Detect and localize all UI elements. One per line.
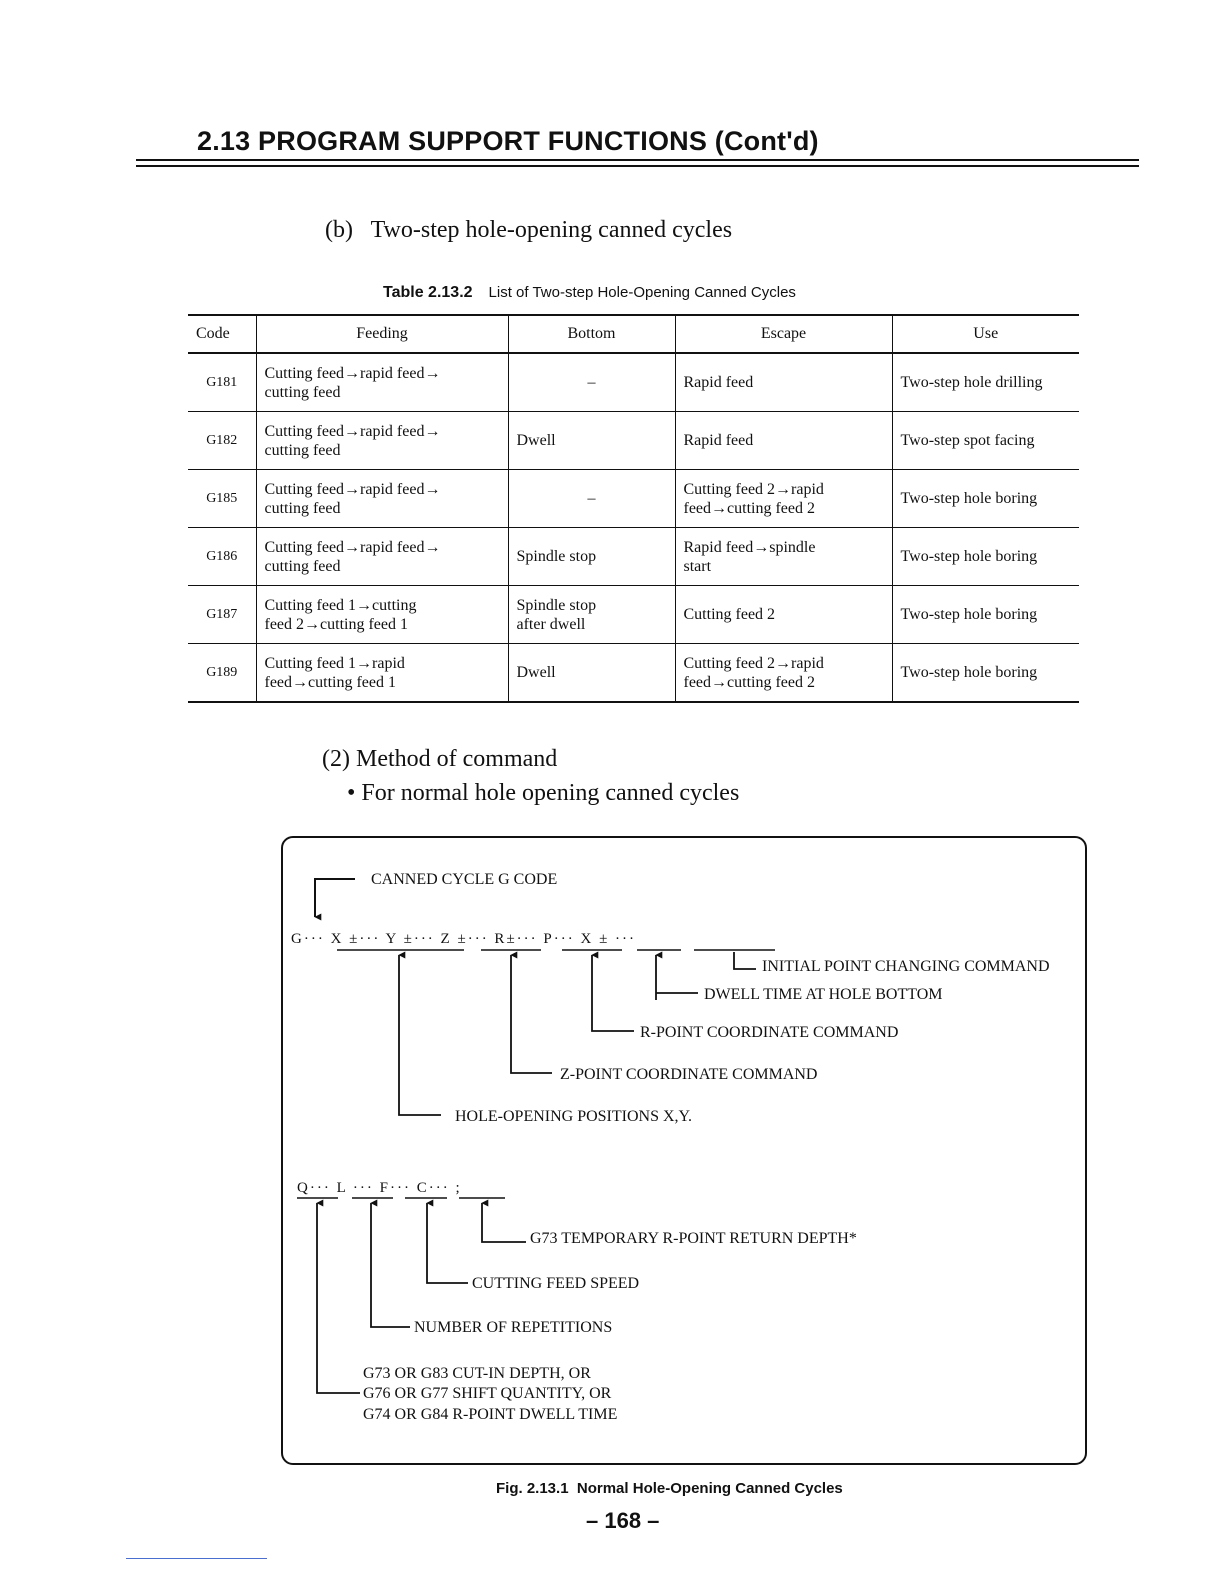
cell-use: Two-step hole boring bbox=[892, 586, 1079, 644]
cell-code: G185 bbox=[188, 470, 256, 528]
subsection-label: (b) bbox=[325, 217, 353, 243]
cell-use: Two-step hole boring bbox=[892, 470, 1079, 528]
leader-initial-point bbox=[734, 952, 756, 969]
column-header-use: Use bbox=[892, 315, 1079, 353]
figure-caption bbox=[496, 1480, 843, 1497]
annotation-dwell-time: DWELL TIME AT HOLE BOTTOM bbox=[704, 986, 943, 1003]
annotation-repetitions: NUMBER OF REPETITIONS bbox=[414, 1319, 613, 1336]
cell-bottom: – bbox=[508, 470, 675, 528]
column-header-escape: Escape bbox=[675, 315, 892, 353]
cell-code: G187 bbox=[188, 586, 256, 644]
cell-feeding: Cutting feed→rapid feed→ cutting feed bbox=[256, 470, 508, 528]
cell-escape: Rapid feed→spindle start bbox=[675, 528, 892, 586]
command-format-line-2: Q··· L ··· F··· C··· ; bbox=[297, 1180, 462, 1196]
leader-repetitions bbox=[371, 1203, 410, 1327]
cell-feeding: Cutting feed→rapid feed→ cutting feed bbox=[256, 412, 508, 470]
cell-escape: Cutting feed 2 bbox=[675, 586, 892, 644]
cell-code: G182 bbox=[188, 412, 256, 470]
cell-bottom: – bbox=[508, 353, 675, 412]
g-code-label: CANNED CYCLE G CODE bbox=[371, 871, 558, 888]
cell-use: Two-step hole boring bbox=[892, 528, 1079, 586]
table-caption-title: List of Two-step Hole-Opening Canned Cycles bbox=[488, 284, 796, 301]
cell-use: Two-step hole drilling bbox=[892, 353, 1079, 412]
cell-bottom: Dwell bbox=[508, 412, 675, 470]
leader-positions bbox=[399, 955, 441, 1115]
leader-cut-in-depth bbox=[317, 1203, 360, 1393]
annotation-shift-quantity: G76 OR G77 SHIFT QUANTITY, OR bbox=[363, 1385, 612, 1402]
leader-z-point bbox=[511, 955, 552, 1073]
method-heading: (2) Method of command bbox=[322, 746, 558, 772]
method-bullet: • For normal hole opening canned cycles bbox=[347, 780, 740, 806]
cell-bottom: Spindle stop bbox=[508, 528, 675, 586]
cell-bottom: Dwell bbox=[508, 644, 675, 703]
leader-feed-speed bbox=[427, 1203, 468, 1283]
annotation-positions: HOLE-OPENING POSITIONS X,Y. bbox=[455, 1108, 693, 1125]
column-header-code: Code bbox=[188, 315, 256, 353]
cell-escape: Rapid feed bbox=[675, 353, 892, 412]
cell-bottom: Spindle stop after dwell bbox=[508, 586, 675, 644]
g-code-arrow bbox=[315, 879, 355, 917]
cell-feeding: Cutting feed→rapid feed→ cutting feed bbox=[256, 528, 508, 586]
leader-return-depth bbox=[482, 1203, 526, 1242]
cell-code: G181 bbox=[188, 353, 256, 412]
cell-feeding: Cutting feed 1→cutting feed 2→cutting feed 1 bbox=[256, 586, 508, 644]
cell-use: Two-step spot facing bbox=[892, 412, 1079, 470]
cell-escape: Cutting feed 2→rapid feed→cutting feed 2 bbox=[675, 470, 892, 528]
annotation-cut-in-depth: G73 OR G83 CUT-IN DEPTH, OR bbox=[363, 1365, 591, 1382]
subsection-title: Two-step hole-opening canned cycles bbox=[370, 217, 733, 243]
footer-rule bbox=[126, 1558, 267, 1559]
cell-use: Two-step hole boring bbox=[892, 644, 1079, 703]
annotation-z-point: Z-POINT COORDINATE COMMAND bbox=[560, 1066, 818, 1083]
figure-caption-number: Fig. 2.13.1 bbox=[496, 1480, 569, 1497]
annotation-r-point: R-POINT COORDINATE COMMAND bbox=[640, 1024, 899, 1041]
leader-r-point bbox=[592, 955, 634, 1031]
column-header-bottom: Bottom bbox=[508, 315, 675, 353]
cell-code: G186 bbox=[188, 528, 256, 586]
cell-escape: Cutting feed 2→rapid feed→cutting feed 2 bbox=[675, 644, 892, 703]
annotation-feed-speed: CUTTING FEED SPEED bbox=[472, 1275, 640, 1292]
page-number: – 168 – bbox=[586, 1508, 660, 1533]
command-format-line-1: G··· X ±··· Y ±··· Z ±··· R±··· P··· X ± ··· bbox=[291, 931, 637, 947]
annotation-return-depth: G73 TEMPORARY R-POINT RETURN DEPTH* bbox=[530, 1230, 857, 1247]
table-caption-number: Table 2.13.2 bbox=[383, 284, 473, 301]
cell-code: G189 bbox=[188, 644, 256, 703]
cell-feeding: Cutting feed 1→rapid feed→cutting feed 1 bbox=[256, 644, 508, 703]
cell-escape: Rapid feed bbox=[675, 412, 892, 470]
column-header-feeding: Feeding bbox=[256, 315, 508, 353]
figure-caption-title: Normal Hole-Opening Canned Cycles bbox=[576, 1480, 843, 1497]
section-title: 2.13 PROGRAM SUPPORT FUNCTIONS (Cont'd) bbox=[197, 126, 819, 156]
annotation-initial-point: INITIAL POINT CHANGING COMMAND bbox=[762, 958, 1050, 975]
cell-feeding: Cutting feed→rapid feed→ cutting feed bbox=[256, 353, 508, 412]
annotation-dwell-r-point: G74 OR G84 R-POINT DWELL TIME bbox=[363, 1406, 618, 1423]
